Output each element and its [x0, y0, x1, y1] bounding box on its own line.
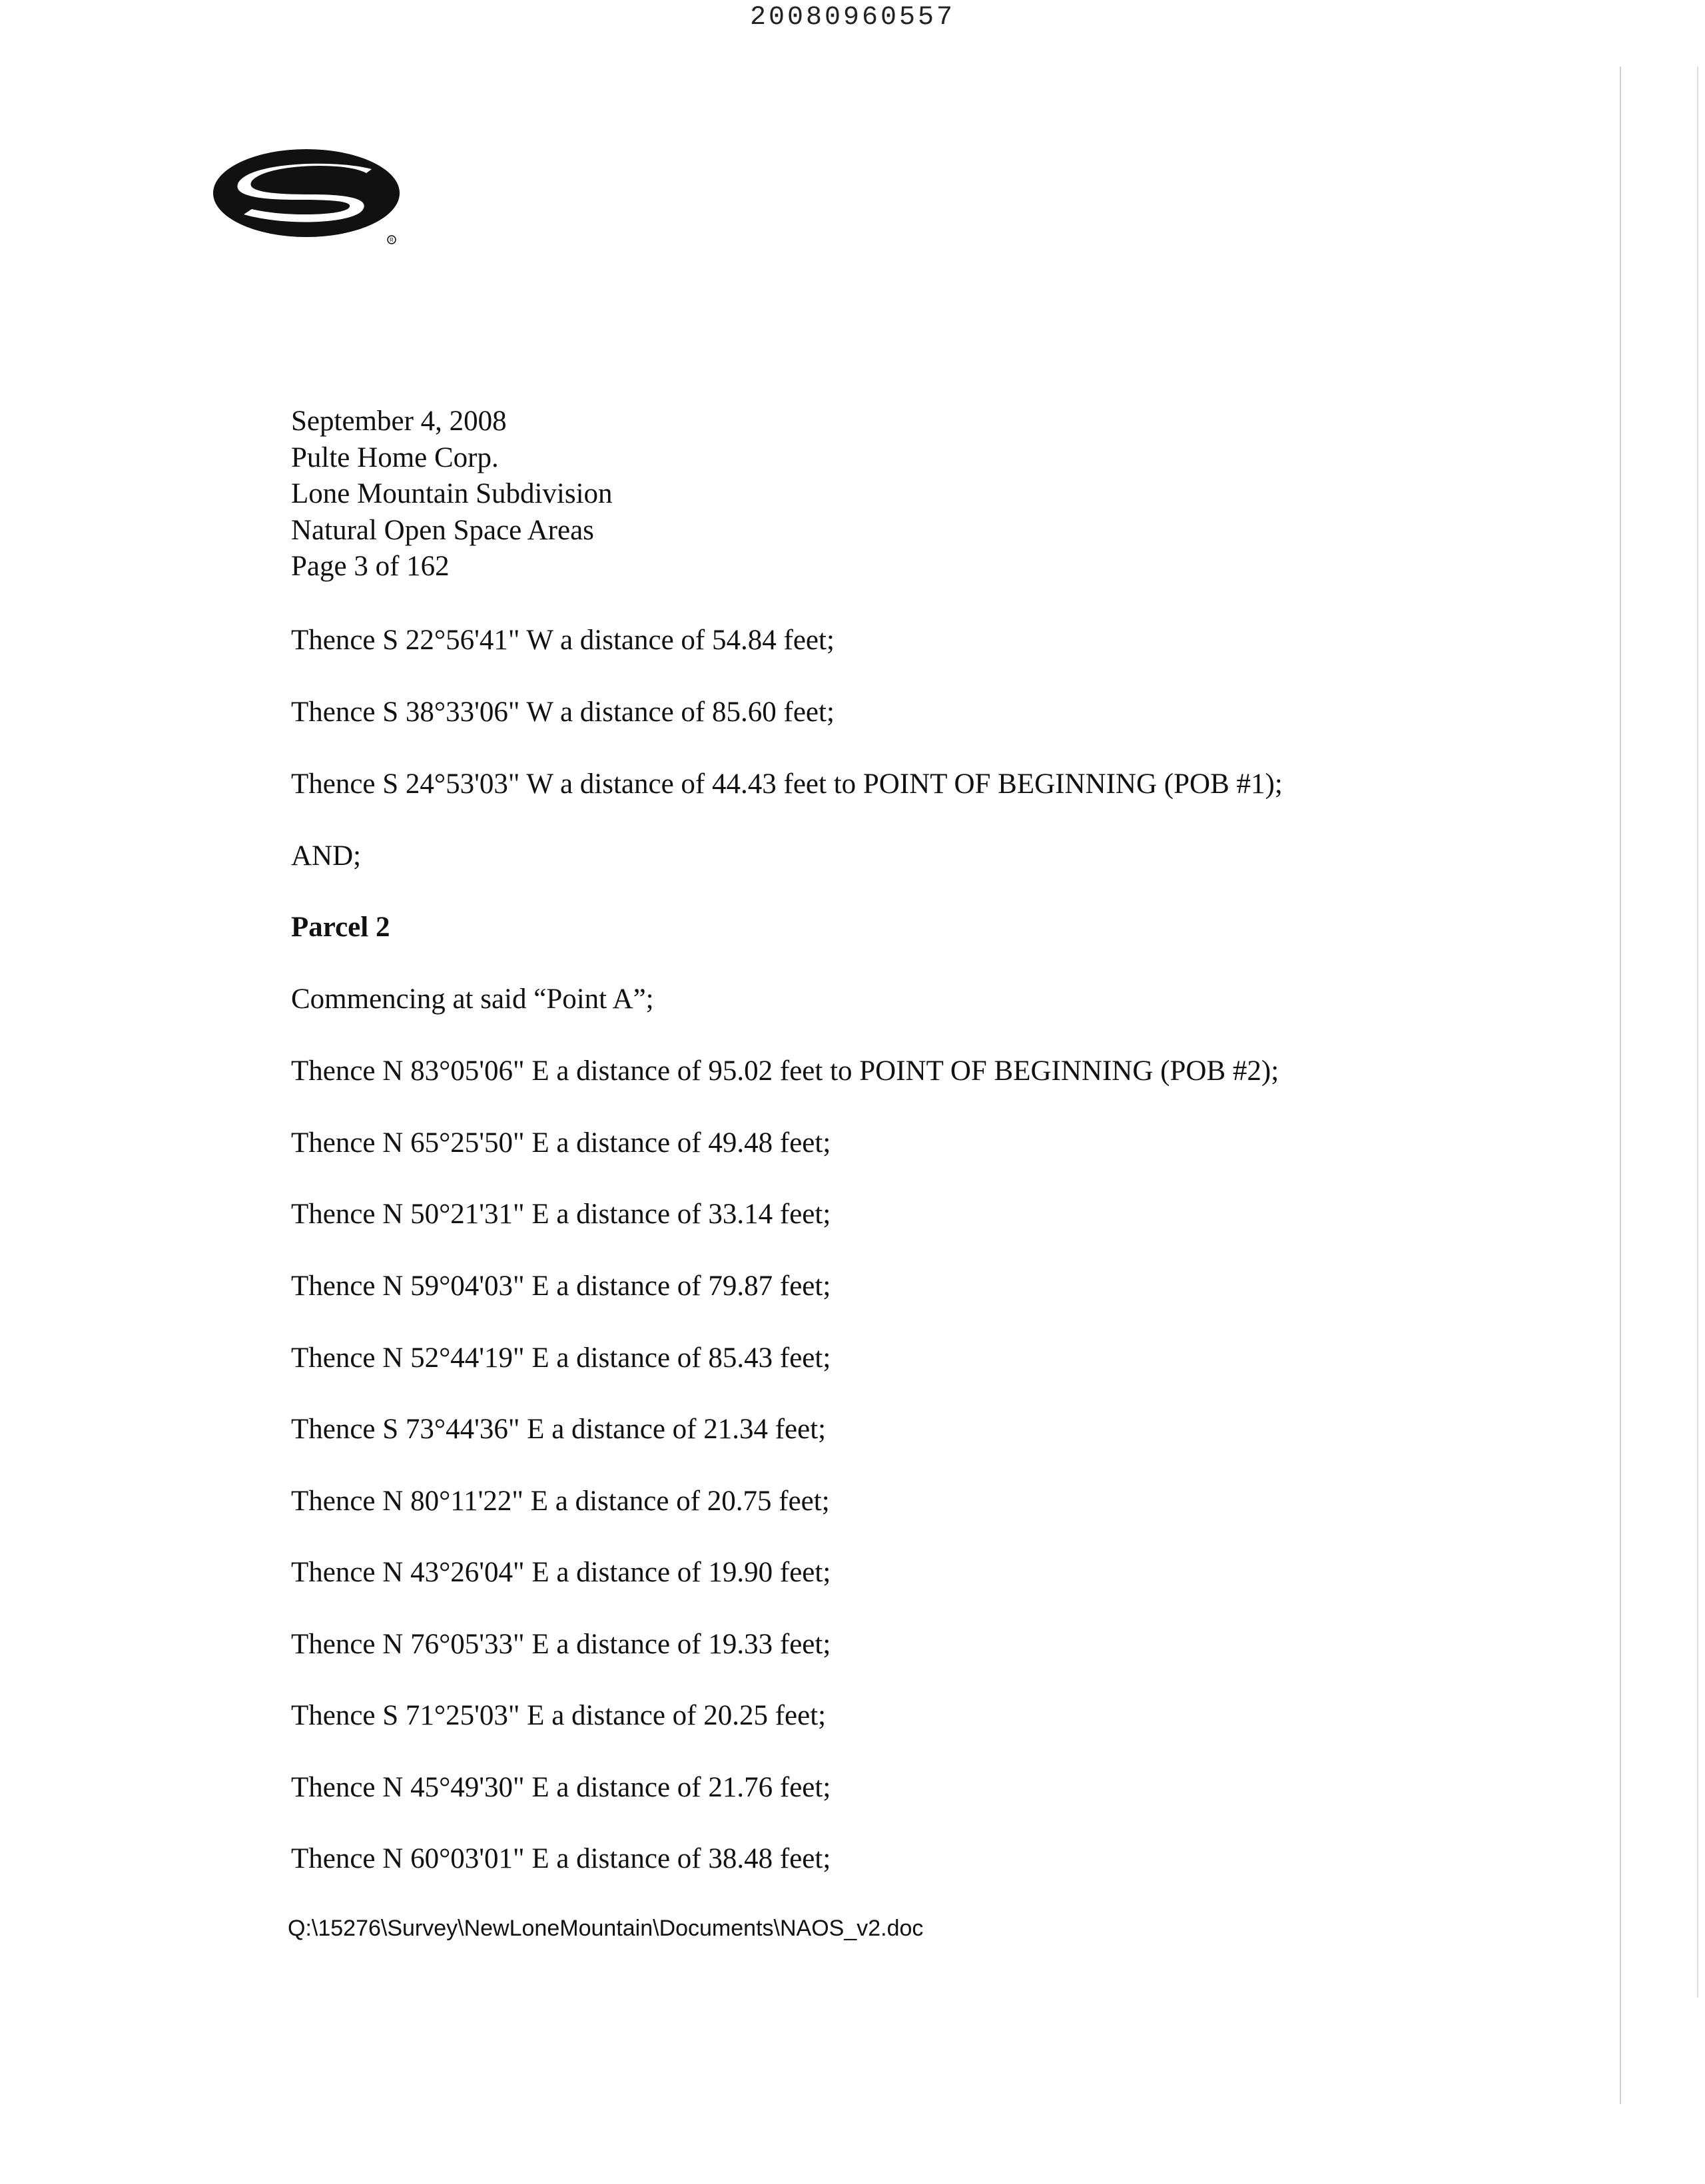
header-date: September 4, 2008 — [291, 406, 507, 437]
document-number: 20080960557 — [749, 3, 956, 33]
course-line: Thence S 73°44'36" E a distance of 21.34 feet; — [291, 1414, 827, 1445]
header-page-number: Page 3 of 162 — [291, 551, 450, 582]
course-line: Thence N 43°26'04" E a distance of 19.90 feet; — [291, 1557, 831, 1588]
course-line: Thence S 24°53'03" W a distance of 44.43 feet to POINT OF BEGINNING (POB #1); — [291, 768, 1283, 800]
footer-file-path: Q:\15276\Survey\NewLoneMountain\Documents\NAOS_v2.doc — [288, 1916, 924, 1941]
scan-edge-line — [1620, 67, 1621, 2104]
course-line: Thence N 59°04'03" E a distance of 79.87 feet; — [291, 1270, 831, 1302]
course-line: Thence N 80°11'22" E a distance of 20.75 feet; — [291, 1486, 830, 1517]
course-line: Thence N 45°49'30" E a distance of 21.76 feet; — [291, 1772, 831, 1803]
parcel-heading: Parcel 2 — [291, 912, 390, 943]
header-project: Lone Mountain Subdivision — [291, 478, 613, 509]
course-line: Thence N 52°44'19" E a distance of 85.43 feet; — [291, 1342, 831, 1374]
course-line: Thence N 83°05'06" E a distance of 95.02 feet to POINT OF BEGINNING (POB #2); — [291, 1055, 1279, 1087]
svg-text:R: R — [390, 237, 394, 243]
course-line: Thence S 22°56'41" W a distance of 54.84 feet; — [291, 625, 835, 656]
course-line: Thence S 71°25'03" E a distance of 20.25 feet; — [291, 1700, 827, 1731]
course-line: Thence N 60°03'01" E a distance of 38.48 feet; — [291, 1843, 831, 1874]
letter-header — [291, 404, 613, 585]
course-line: Thence N 50°21'31" E a distance of 33.14 feet; — [291, 1199, 831, 1230]
header-subject: Natural Open Space Areas — [291, 514, 594, 546]
course-line: Thence S 38°33'06" W a distance of 85.60 feet; — [291, 696, 835, 728]
course-line: Thence N 65°25'50" E a distance of 49.48 feet; — [291, 1127, 831, 1159]
commencing-line: Commencing at said “Point A”; — [291, 983, 654, 1015]
header-company: Pulte Home Corp. — [291, 441, 499, 473]
scan-edge-line — [1697, 67, 1698, 1998]
conjunction-line: AND; — [291, 840, 362, 872]
company-logo — [212, 148, 409, 248]
course-line: Thence N 76°05'33" E a distance of 19.33 feet; — [291, 1629, 831, 1660]
